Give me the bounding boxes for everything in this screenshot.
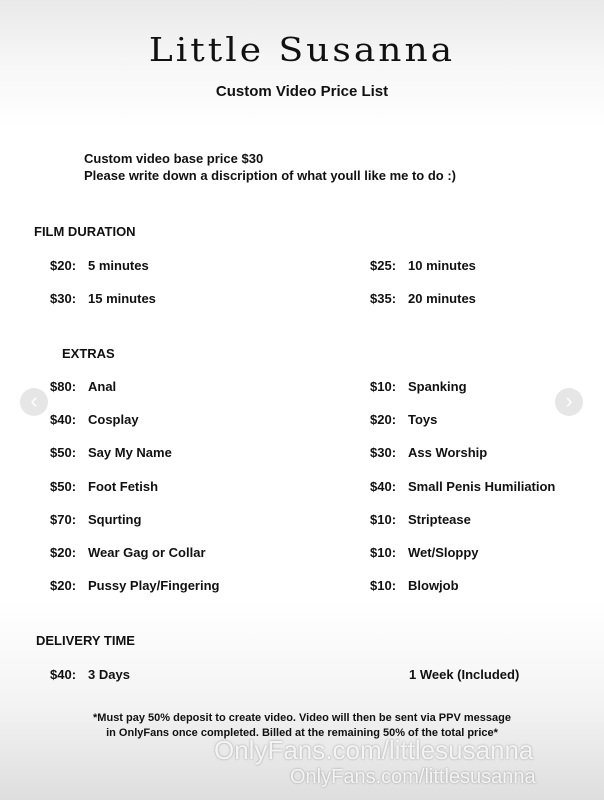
price-row <box>50 512 141 527</box>
price-value: $30: <box>50 291 77 306</box>
chevron-left-icon: ‹ <box>30 388 38 413</box>
price-value: $30: <box>370 445 397 460</box>
prev-slide-button[interactable] <box>20 388 48 416</box>
section-heading-film-duration: FILM DURATION <box>34 224 136 239</box>
price-row <box>50 258 149 273</box>
price-row <box>50 445 172 460</box>
section-heading-delivery-time: DELIVERY TIME <box>36 633 135 648</box>
price-row <box>50 379 116 394</box>
chevron-right-icon: › <box>565 388 573 413</box>
price-value: $10: <box>370 545 397 560</box>
price-value: $50: <box>50 479 77 494</box>
page-subtitle: Custom Video Price List <box>215 83 389 100</box>
price-label: Pussy Play/Fingering <box>88 578 220 593</box>
footnote-line-1: *Must pay 50% deposit to create video. Video will then be sent via PPV message <box>93 712 511 724</box>
price-label: 1 Week (Included) <box>409 667 520 682</box>
price-label: Toys <box>408 412 438 427</box>
price-label: Squrting <box>88 512 142 527</box>
price-row <box>50 479 158 494</box>
watermark-large: OnlyFans.com/littlesusanna <box>214 735 534 765</box>
price-row <box>50 578 220 593</box>
footnote-line-2: in OnlyFans once completed. Billed at the remaining 50% of the total price* <box>106 727 498 739</box>
price-row <box>370 479 555 494</box>
next-slide-button[interactable] <box>555 388 583 416</box>
price-label: 15 minutes <box>88 291 156 306</box>
price-value: $10: <box>370 578 397 593</box>
price-row <box>370 412 437 427</box>
price-value: $25: <box>370 258 397 273</box>
price-label: 10 minutes <box>408 258 476 273</box>
price-label: Foot Fetish <box>88 479 159 494</box>
price-value: $40: <box>50 412 77 427</box>
section-heading-extras: EXTRAS <box>62 346 115 361</box>
price-value: $20: <box>370 412 397 427</box>
price-row <box>370 512 471 527</box>
price-value: $10: <box>370 379 397 394</box>
watermark-small: OnlyFans.com/littlesusanna <box>290 766 536 788</box>
price-label: Say My Name <box>88 445 172 460</box>
price-value: $50: <box>50 445 77 460</box>
price-row <box>370 379 467 394</box>
price-value: $35: <box>370 291 397 306</box>
intro-text <box>84 150 456 184</box>
price-row <box>370 578 459 593</box>
price-value: $70: <box>50 512 77 527</box>
intro-line-2: Please write down a discription of what youll like me to do :) <box>84 168 456 183</box>
price-label: Ass Worship <box>408 445 488 460</box>
price-row <box>370 291 476 306</box>
price-label: Wet/Sloppy <box>408 545 479 560</box>
price-label: Wear Gag or Collar <box>88 545 206 560</box>
price-row <box>370 445 487 460</box>
price-row <box>370 258 476 273</box>
price-row <box>370 545 479 560</box>
price-value: $40: <box>370 479 397 494</box>
price-label: Cosplay <box>88 412 139 427</box>
price-value: $80: <box>50 379 77 394</box>
price-label: 20 minutes <box>408 291 476 306</box>
intro-line-1: Custom video base price $30 <box>84 151 264 166</box>
price-row <box>50 667 130 682</box>
price-value: $20: <box>50 545 77 560</box>
price-value: $20: <box>50 578 77 593</box>
price-row <box>409 667 519 682</box>
price-value: $20: <box>50 258 77 273</box>
price-label: 3 Days <box>88 667 130 682</box>
price-row <box>50 545 206 560</box>
price-value: $10: <box>370 512 397 527</box>
price-label: 5 minutes <box>88 258 149 273</box>
price-row <box>50 291 156 306</box>
price-label: Blowjob <box>408 578 459 593</box>
price-label: Anal <box>88 379 117 394</box>
page-title: Little Susanna <box>148 32 456 69</box>
price-label: Striptease <box>408 512 471 527</box>
price-label: Small Penis Humiliation <box>408 479 556 494</box>
price-label: Spanking <box>408 379 467 394</box>
price-value: $40: <box>50 667 77 682</box>
price-row <box>50 412 139 427</box>
